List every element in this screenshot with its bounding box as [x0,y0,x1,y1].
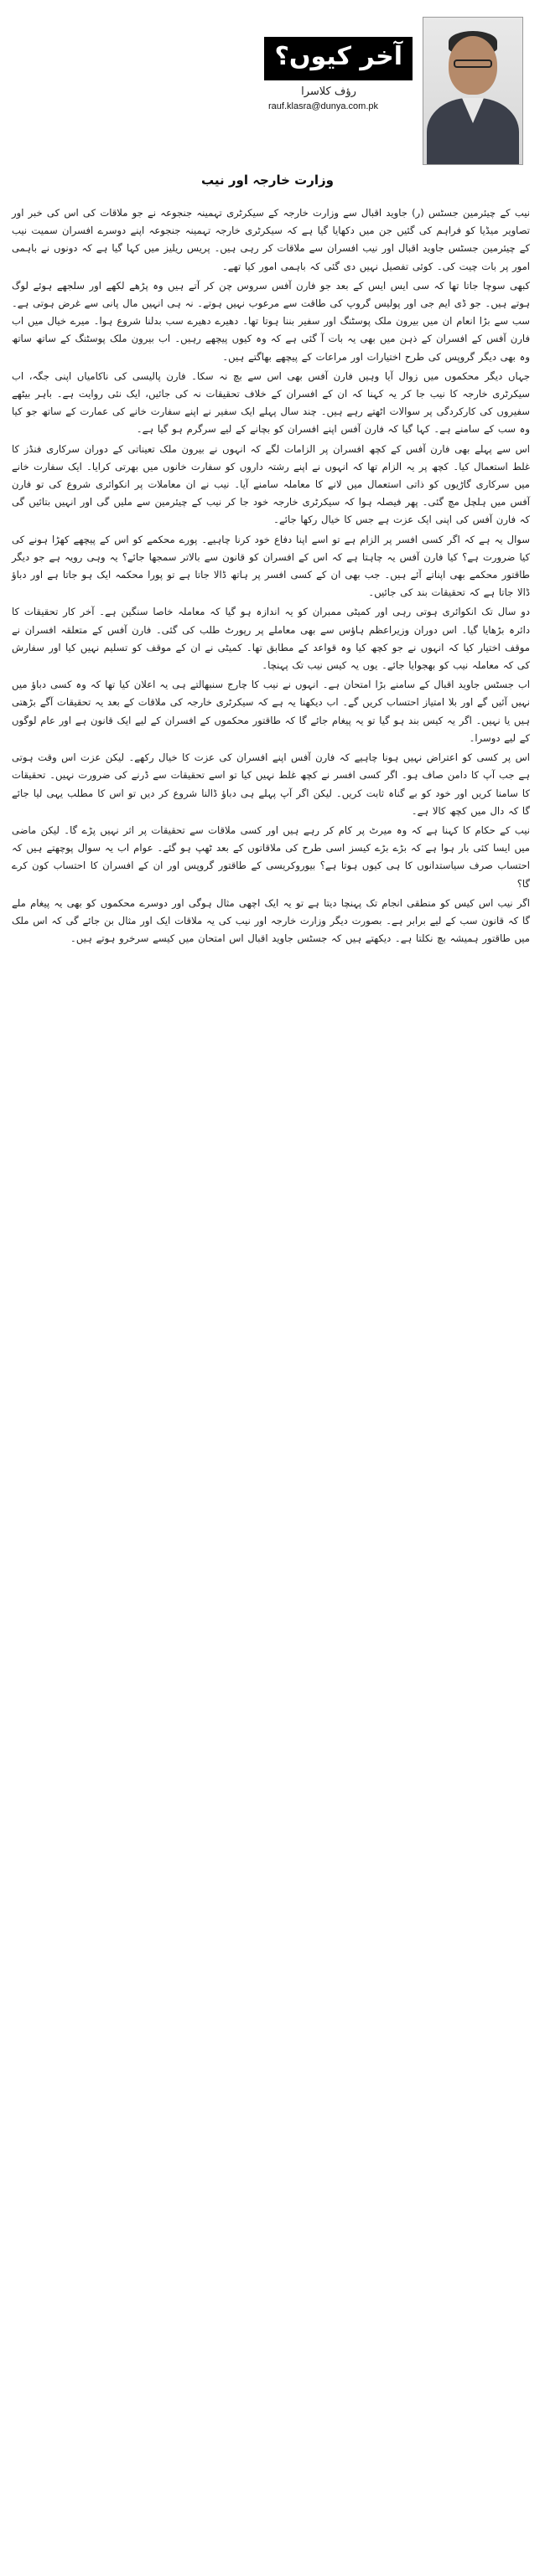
article-paragraph: کبھی سوچا جاتا تھا کہ سی ایس ایس کے بعد جو فارن آفس سروس چن کر آتے ہیں وہ پڑھے لکھے اور سلجھے ہوئے لوگ ہوتے ہیں۔ جو ڈی ایم جی اور پولیس گروپ کی طاقت سے مرعوب نہیں ہوتے۔ نہ ہی انہیں مال پانی سے غرض ہوتی ہے۔ سب سے بڑا انعام ان میں بیرون ملک پوسٹنگ اور سفیر بننا ہوتا تھا۔ دھیرے دھیرے سب بدلنا شروع ہوا۔ میرے خیال میں اب فارن آفس کے افسران کے ذہن میں بھی یہ بات آ گئی ہے کہ وہ کیوں پیچھے رہیں۔ اب بیرون ملک پوسٹنگ کے ساتھ ساتھ وہ بھی دیگر گروپس کی طرح اختیارات اور مراعات کے پیچھے بھاگتے ہیں۔ [12,279,530,363]
column-masthead [12,0,530,193]
column-brand [253,37,413,111]
author-email[interactable]: rauf.klasra@dunya.com.pk [268,101,379,111]
article-paragraph: دو سال تک انکوائری ہوتی رہی اور کمیٹی ممبران کو یہ اندازہ ہو گیا کہ معاملہ خاصا سنگین ہے۔ آخر کار تحقیقات کا دائرہ بڑھایا گیا۔ اس دوران وزیراعظم ہاؤس سے بھی معاملے پر رپورٹ طلب کی گئی۔ فارن آفس کے متعلقہ افسران نے موقف اختیار کیا کہ انہوں نے جو کچھ کیا وہ قواعد کے مطابق تھا۔ کمیٹی نے ان کے موقف کو تسلیم نہیں کیا اور سفارش کی کہ معاملہ نیب کو بھجوایا جائے۔ یوں یہ کیس نیب تک پہنچا۔ [12,606,530,672]
article-paragraph: نیب کے حکام کا کہنا ہے کہ وہ میرٹ پر کام کر رہے ہیں اور کسی ملاقات سے تحقیقات پر اثر نہیں پڑے گا۔ لیکن ماضی میں ایسا کئی بار ہوا ہے کہ بڑے بڑے کیسز اسی طرح کی ملاقاتوں کے بعد ٹھپ ہو گئے۔ عوام اب یہ سوال پوچھتے ہیں کہ احتساب صرف سیاستدانوں کا ہی کیوں ہوتا ہے؟ بیوروکریسی کے طاقتور گروپس اور ان کے افسران کا احتساب کون کرے گا؟ [12,823,530,890]
article-paragraph: جہاں دیگر محکموں میں زوال آیا وہیں فارن آفس بھی اس سے بچ نہ سکا۔ فارن پالیسی کی ناکامیاں اپنی جگہ، اب سیکرٹری خارجہ کا نیب جا کر یہ کہنا کہ ان کے افسران کے خلاف تحقیقات نہ کی جائیں، ایک نئی روایت ہے۔ باہر بیٹھے سفیروں کی کارکردگی پر سوالات اٹھتے رہے ہیں۔ چند سال پہلے ایک سفیر نے اپنے سفارت خانے کی عمارت کے ساتھ جو کیا وہ سب کے سامنے ہے۔ کہا گیا کہ فارن آفس اپنے افسران کو بچانے کے لیے سرگرم ہو گیا ہے۔ [12,369,530,436]
article-paragraph: اب جسٹس جاوید اقبال کے سامنے بڑا امتحان ہے۔ انہوں نے نیب کا چارج سنبھالتے ہی یہ اعلان کیا تھا کہ وہ کسی دباؤ میں نہیں آئیں گے اور بلا امتیاز احتساب کریں گے۔ اب دیکھنا یہ ہے کہ سیکرٹری خارجہ کی ملاقات کے بعد یہ تحقیقات آگے بڑھتی ہیں یا نہیں۔ اگر یہ کیس بند ہو گیا تو یہ پیغام جائے گا کہ طاقتور محکموں کے افسران کے لیے ایک قانون ہے اور عام لوگوں کے لیے دوسرا۔ [12,679,530,744]
column-name: آخر کیوں؟ [264,37,413,80]
article-paragraph: اگر نیب اس کیس کو منطقی انجام تک پہنچا دیتا ہے تو یہ ایک اچھی مثال ہوگی اور دوسرے محکموں کو بھی یہ پیغام ملے گا کہ قانون سب کے لیے برابر ہے۔ بصورت دیگر وزارت خارجہ اور نیب کی یہ ملاقات ایک اور مثال بن جائے گی کہ اس ملک میں طاقتور ہمیشہ بچ نکلتا ہے۔ دیکھتے ہیں کہ جسٹس جاوید اقبال اس امتحان میں کیسے سرخرو ہوتے ہیں۔ [12,896,530,945]
article-body [12,204,530,947]
author-photo [423,17,523,165]
article-paragraph: اس پر کسی کو اعتراض نہیں ہونا چاہیے کہ فارن آفس اپنے افسران کی عزت کا خیال رکھے۔ لیکن عزت اس وقت ہوتی ہے جب آپ کا دامن صاف ہو۔ اگر کسی افسر نے کچھ غلط نہیں کیا تو اسے تحقیقات سے ڈرنے کی ضرورت نہیں۔ تحقیقات کا سامنا کریں اور خود کو بے گناہ ثابت کریں۔ لیکن اگر آپ پہلے ہی دباؤ ڈالنا شروع کر دیں تو اس کا مطلب یہی لیا جائے گا کہ دال میں کچھ کالا ہے۔ [12,751,530,817]
article-paragraph: سوال یہ ہے کہ اگر کسی افسر پر الزام ہے تو اسے اپنا دفاع خود کرنا چاہیے۔ پورے محکمے کو اس کے پیچھے کھڑا ہونے کی کیا ضرورت ہے؟ کیا فارن آفس یہ چاہتا ہے کہ اس کے افسران کو قانون سے بالاتر سمجھا جائے؟ یہ وہی رویہ ہے جو دیگر طاقتور محکمے بھی اپناتے آئے ہیں۔ جب بھی ان کے کسی افسر پر ہاتھ ڈالا جاتا ہے تو پورا محکمہ ایک ہو جاتا ہے اور دباؤ ڈالا جاتا ہے کہ تحقیقات بند کی جائیں۔ [12,533,530,599]
article-paragraph: اس سے پہلے بھی فارن آفس کے کچھ افسران پر الزامات لگے کہ انہوں نے بیرون ملک تعیناتی کے دوران سرکاری فنڈز کا غلط استعمال کیا۔ کچھ پر یہ الزام تھا کہ انہوں نے اپنے رشتہ داروں کو سفارت خانوں میں بھرتی کرایا۔ ایک سفارت خانے میں سرکاری گاڑیوں کو ذاتی استعمال میں لانے کا معاملہ سامنے آیا۔ نیب نے ان معاملات پر انکوائری شروع کی تو فارن آفس میں ہلچل مچ گئی۔ پھر فیصلہ ہوا کہ سیکرٹری خارجہ خود جا کر نیب کے چیئرمین سے ملیں گی اور انہیں بتائیں گی کہ فارن آفس کی اپنی ایک عزت ہے جس کا خیال رکھا جائے۔ [12,442,530,526]
author-name: رؤف کلاسرا [301,85,356,98]
article-paragraph: نیب کے چیئرمین جسٹس (ر) جاوید اقبال سے وزارت خارجہ کے سیکرٹری تہمینہ جنجوعہ نے جو ملاقات کی اس کی خبر اور تصاویر میڈیا کو فراہم کی گئیں جن میں دکھایا گیا ہے کہ سیکرٹری خارجہ تہمینہ جنجوعہ اپنے دوسرے افسران سمیت نیب کے چیئرمین جسٹس جاوید اقبال اور نیب افسران سے ملاقات کر رہی ہیں۔ پریس ریلیز میں کہا گیا ہے کہ دونوں نے باہمی امور پر بات چیت کی۔ کوئی تفصیل نہیں دی گئی کہ باہمی امور کیا تھے۔ [12,207,530,272]
article-headline: وزارت خارجہ اور نیب [201,173,334,188]
author-portrait-glasses [454,59,492,68]
